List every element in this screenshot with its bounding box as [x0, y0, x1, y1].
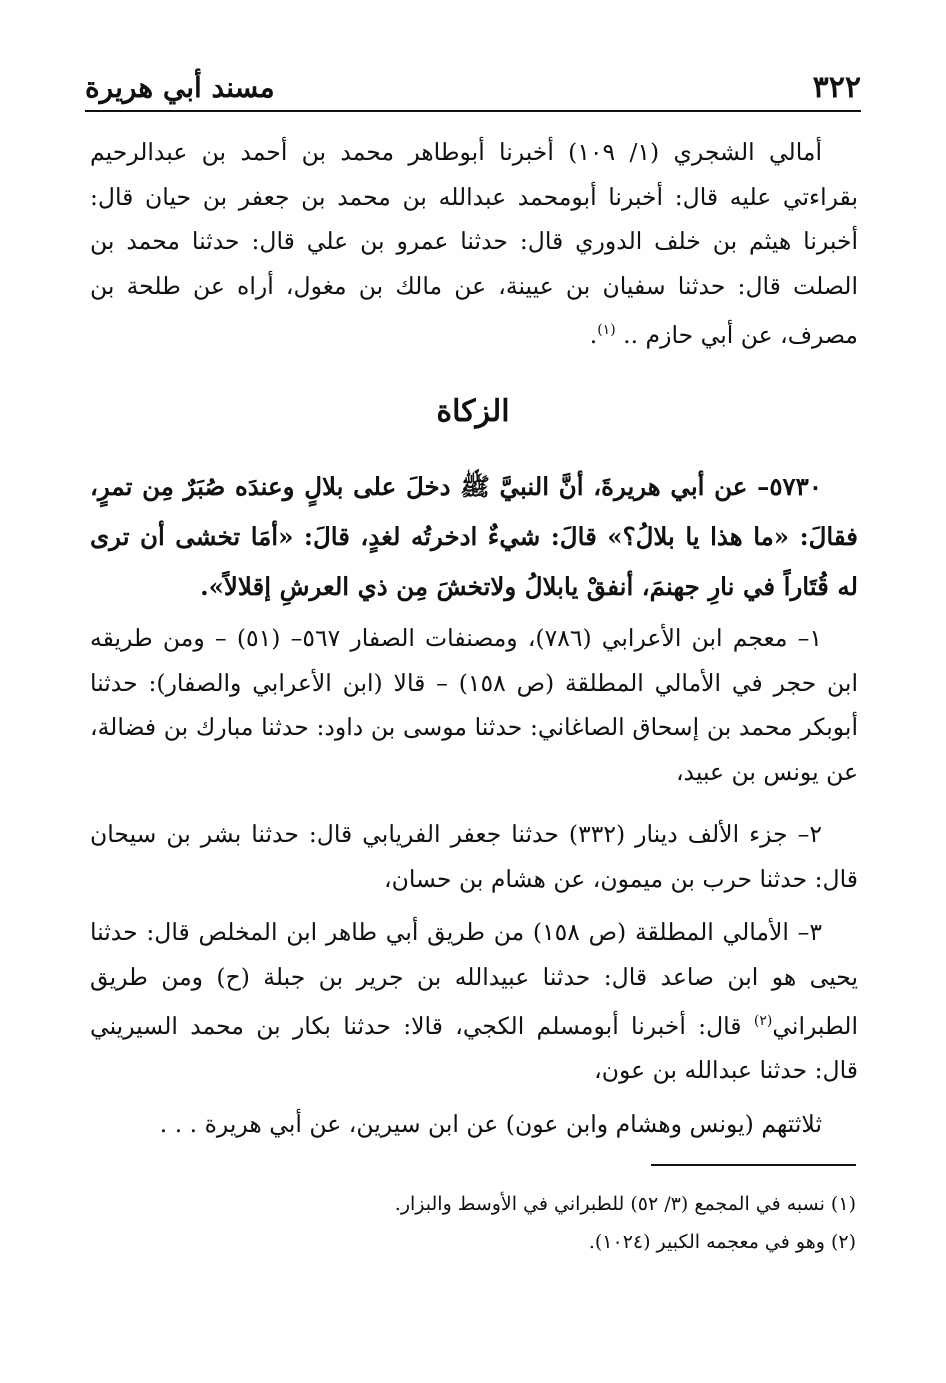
page-number: ٣٢٢ — [812, 70, 861, 105]
footnote-1: (١) نسبه في المجمع (٣/ ٥٢) للطبراني في الأوسط والبزار. — [394, 1193, 856, 1215]
footnote-rule — [651, 1164, 856, 1166]
section-heading: الزكاة — [436, 394, 510, 429]
footnote-2: (٢) وهو في معجمه الكبير (١٠٢٤). — [588, 1231, 856, 1253]
source-3-text-a: ٣– الأمالي المطلقة (ص ١٥٨) من طريق أبي طاهر ابن المخلص قال: حدثنا يحيى هو ابن صاعد قال: حدثنا عبيدالله بن جرير بن جبلة (ح) ومن طريق الطبراني — [90, 918, 858, 1040]
footnote-ref-1: (١) — [597, 322, 616, 338]
running-title: مسند أبي هريرة — [85, 71, 275, 104]
intro-end: . — [589, 320, 598, 349]
source-2: ٢– جزء الألف دينار (٣٣٢) حدثنا جعفر الفريابي قال: حدثنا بشر بن سيحان قال: حدثنا حرب بن ميمون، عن هشام بن حسان، — [90, 820, 858, 893]
page-header — [85, 68, 861, 112]
source-3 — [90, 910, 858, 1093]
source-1: ١– معجم ابن الأعرابي (٧٨٦)، ومصنفات الصفار ٥٦٧– (٥١) – ومن طريقه ابن حجر في الأمالي المطلقة (ص ١٥٨) – قالا (ابن الأعرابي والصفار): حدثنا أبوبكر محمد بن إسحاق الصاغاني: حدثنا موسى بن داود: حدثنا مبارك بن فضالة، عن يونس بن عبيد، — [90, 624, 859, 786]
hadith-text: ٥٧٣٠– عن أبي هريرةَ، أنَّ النبيَّ ﷺ دخلَ على بلالٍ وعندَه صُبَرٌ مِن تمرٍ، فقالَ: «ما هذا يا بلالُ؟» قالَ: شيءٌ ادخرتُه لغدٍ، قالَ: «أمَا تخشى أن ترى له قُتَاراً في نارِ جهنمَ، أنفقْ يابلالُ ولاتخشَ مِن ذي العرشِ إقلالاً». — [90, 472, 858, 601]
summary-line: ثلاثتهم (يونس وهشام وابن عون) عن ابن سيرين، عن أبي هريرة . . . — [159, 1110, 822, 1138]
intro-text: أمالي الشجري (١/ ١٠٩) أخبرنا أبوطاهر محمد بن أحمد بن عبدالرحيم بقراءتي عليه قال: أخبرنا أبومحمد عبدالله بن محمد بن جعفر بن حيان قال: أخبرنا هيثم بن خلف الدوري قال: حدثنا عمرو بن علي قال: حدثنا محمد بن الصلت قال: حدثنا سفيان بن عيينة، عن مالك بن مغول، أراه عن طلحة بن مصرف، عن أبي حازم .. — [90, 138, 858, 349]
source-3-text-b: قال: أخبرنا أبومسلم الكجي، قالا: حدثنا بكار بن محمد السيريني قال: حدثنا عبدالله بن عون، — [90, 1011, 858, 1085]
footnote-ref-2: (٢) — [753, 1013, 773, 1029]
header-rule — [85, 110, 861, 112]
intro-paragraph — [90, 130, 858, 357]
